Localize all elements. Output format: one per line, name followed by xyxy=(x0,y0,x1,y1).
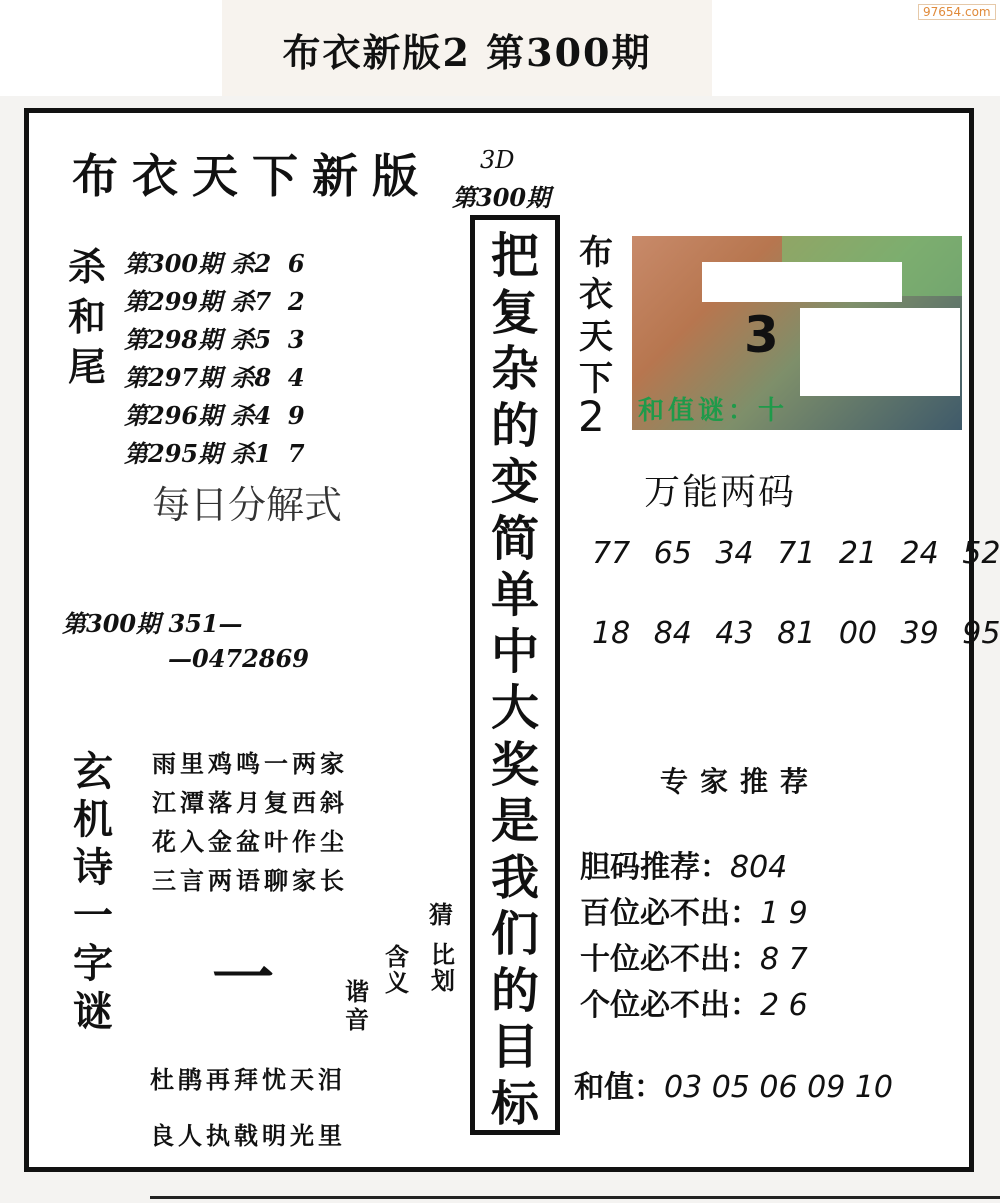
hint-char: 义 xyxy=(385,968,409,997)
slogan-char: 变 xyxy=(490,454,539,510)
card-title-issue: 第300期 xyxy=(452,183,551,212)
universal-two-title: 万能两码 xyxy=(644,472,797,513)
daily-decomp-line1: 第300期 351— xyxy=(62,609,243,638)
kill-row: 第295期 杀1 7 xyxy=(124,439,305,468)
kill-row: 第299期 杀7 2 xyxy=(124,287,305,316)
extra-poem-line: 良人执戟明光里 xyxy=(150,1121,346,1150)
hint-char: 音 xyxy=(345,1005,369,1034)
rec-value: 03 05 06 09 10 xyxy=(664,1070,894,1105)
slogan-char: 把 xyxy=(490,228,539,284)
poem-label-char: 谜 xyxy=(73,988,113,1035)
brand-number: 2 xyxy=(578,392,605,441)
poem-line: 花入金盆叶作尘 xyxy=(152,827,348,856)
kill-row: 第298期 杀5 3 xyxy=(124,325,305,354)
kill-sum-tail-list xyxy=(124,245,305,473)
slogan-char: 是 xyxy=(490,793,539,849)
daily-decomp-title: 每日分解式 xyxy=(152,483,343,527)
hint-char: 含 xyxy=(385,942,409,971)
rec-label: 十位必不出： xyxy=(580,942,760,977)
expert-title: 专家推荐 xyxy=(660,765,821,798)
poem-label-char: 玄 xyxy=(73,748,113,795)
kill-label-char: 尾 xyxy=(67,344,106,389)
slogan-char: 单 xyxy=(490,567,539,623)
universal-two-row: 18 84 43 81 00 39 95 xyxy=(592,616,1000,651)
rec-value: 2 6 xyxy=(760,988,808,1023)
poem-label-char: 机 xyxy=(73,796,113,843)
bottom-rule xyxy=(150,1196,1000,1199)
slogan-char: 杂 xyxy=(490,341,539,397)
photo-caption: 和值谜：十 xyxy=(638,396,789,426)
rec-row-tens xyxy=(580,934,808,978)
poem-riddle-label xyxy=(64,748,122,1036)
brand-char: 天 xyxy=(579,317,613,357)
hint-xie-yin xyxy=(342,978,372,1034)
slogan-char: 中 xyxy=(490,623,539,680)
hint-char: 比 xyxy=(431,940,455,969)
hint-han-yi xyxy=(382,944,412,996)
brand-char: 布 xyxy=(579,233,613,273)
hint-char: 谐 xyxy=(345,977,369,1006)
hint-char: 划 xyxy=(431,966,455,995)
kill-row: 第300期 杀2 6 xyxy=(124,249,305,278)
slogan-char: 大 xyxy=(490,680,539,736)
slogan-char: 的 xyxy=(490,397,539,454)
slogan-text xyxy=(470,228,560,1132)
slogan-char: 们 xyxy=(490,906,539,962)
slogan-char: 奖 xyxy=(490,736,539,793)
universal-two-row: 77 65 34 71 21 24 52 xyxy=(592,536,1000,571)
card-title-3d: 3D xyxy=(480,146,515,174)
brand-char: 下 xyxy=(579,359,613,399)
card-title: 布衣天下新版 xyxy=(72,149,432,203)
photo-panel xyxy=(632,236,962,430)
rec-row-sum xyxy=(574,1062,893,1106)
rec-row-units xyxy=(580,980,808,1024)
slogan-char: 目 xyxy=(490,1019,539,1075)
poem-line: 三言两语聊家长 xyxy=(152,866,348,895)
brand-vertical xyxy=(570,232,622,400)
slogan-char: 标 xyxy=(490,1075,539,1132)
hint-cai: 猜 xyxy=(429,900,453,929)
rec-label: 和值： xyxy=(574,1070,664,1105)
riddle-answer-char: 一 xyxy=(212,941,275,1014)
redaction-block xyxy=(702,262,902,302)
rec-value: 1 9 xyxy=(760,896,808,931)
rec-value: 804 xyxy=(730,850,788,885)
slogan-char: 的 xyxy=(490,962,539,1019)
daily-decomp-line2: —0472869 xyxy=(168,644,309,673)
page-title: 布衣新版2 第300期 xyxy=(282,30,652,75)
hint-bi-hua xyxy=(428,942,458,994)
rec-row-dan xyxy=(580,842,787,886)
kill-label-char: 和 xyxy=(67,294,106,339)
slogan-char: 我 xyxy=(490,849,539,906)
poem-lines xyxy=(152,744,348,900)
rec-value: 8 7 xyxy=(760,942,808,977)
brand-char: 衣 xyxy=(579,275,613,315)
kill-row: 第297期 杀8 4 xyxy=(124,363,305,392)
redaction-block xyxy=(800,308,960,396)
poem-label-char: 一 xyxy=(73,892,113,939)
extra-poem-line: 杜鹃再拜忧天泪 xyxy=(150,1065,346,1094)
kill-sum-tail-label xyxy=(62,242,112,392)
slogan-char: 复 xyxy=(490,284,539,341)
rec-label: 胆码推荐： xyxy=(580,850,730,885)
rec-row-hundreds xyxy=(580,888,808,932)
poem-line: 江潭落月复西斜 xyxy=(152,788,348,817)
photo-big-number: 3 xyxy=(744,306,779,364)
slogan-char: 简 xyxy=(490,510,539,567)
kill-row: 第296期 杀4 9 xyxy=(124,401,305,430)
rec-label: 百位必不出： xyxy=(580,896,760,931)
rec-label: 个位必不出： xyxy=(580,988,760,1023)
poem-label-char: 诗 xyxy=(73,844,113,891)
poem-line: 雨里鸡鸣一两家 xyxy=(152,749,348,778)
site-watermark: 97654.com xyxy=(918,4,996,20)
poem-label-char: 字 xyxy=(73,940,113,987)
kill-label-char: 杀 xyxy=(67,244,106,289)
